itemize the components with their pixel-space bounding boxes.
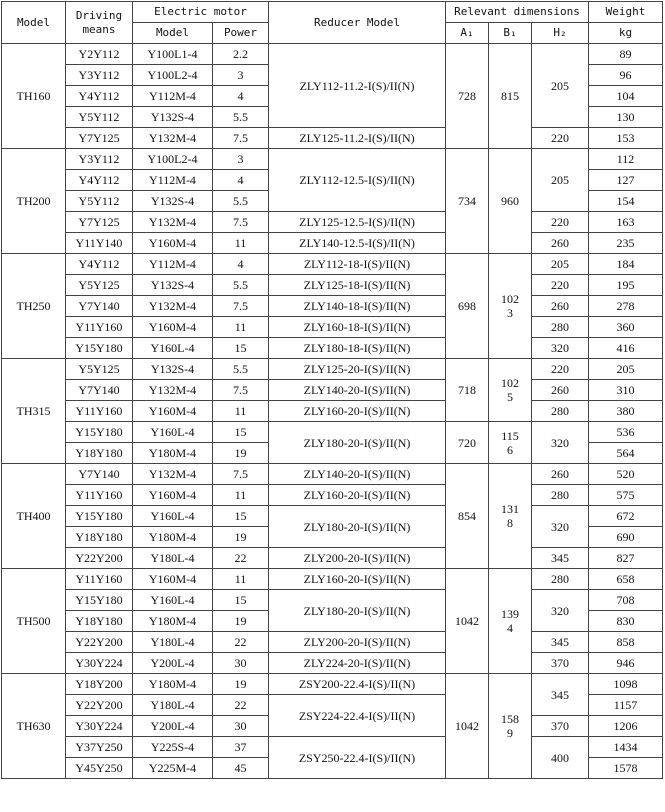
motor-model-cell: Y132S-4	[133, 107, 213, 128]
weight-cell: 235	[589, 233, 663, 254]
driving-means-cell: Y5Y112	[66, 191, 133, 212]
reducer-cell: ZLY140-18-I(S)/II(N)	[269, 296, 446, 317]
power-cell: 4	[213, 254, 269, 275]
h2-cell: 280	[532, 401, 589, 422]
b1-part: 102	[501, 292, 519, 306]
motor-model-cell: Y200L-4	[133, 716, 213, 737]
weight-cell: 1098	[589, 674, 663, 695]
weight-cell: 154	[589, 191, 663, 212]
h2-cell: 280	[532, 317, 589, 338]
h2-cell: 320	[532, 590, 589, 632]
power-cell: 30	[213, 653, 269, 674]
driving-means-cell: Y11Y140	[66, 233, 133, 254]
table-row	[2, 632, 663, 653]
weight-cell: 1206	[589, 716, 663, 737]
power-cell: 30	[213, 716, 269, 737]
driving-means-cell: Y11Y160	[66, 401, 133, 422]
motor-model-cell: Y100L2-4	[133, 149, 213, 170]
power-cell: 3	[213, 65, 269, 86]
weight-cell: 104	[589, 86, 663, 107]
model-cell: TH200	[2, 149, 66, 254]
h2-cell: 260	[532, 296, 589, 317]
b1-cell	[489, 569, 532, 674]
driving-means-cell: Y7Y125	[66, 128, 133, 149]
power-cell: 11	[213, 401, 269, 422]
motor-model-cell: Y132M-4	[133, 128, 213, 149]
header-weight-unit: kg	[589, 23, 663, 44]
driving-means-cell: Y18Y180	[66, 611, 133, 632]
model-cell: TH400	[2, 464, 66, 569]
motor-model-cell: Y180M-4	[133, 527, 213, 548]
a1-cell: 1042	[446, 674, 489, 779]
h2-cell: 205	[532, 254, 589, 275]
motor-model-cell: Y160L-4	[133, 506, 213, 527]
motor-model-cell: Y132S-4	[133, 275, 213, 296]
model-cell: TH630	[2, 674, 66, 779]
h2-cell: 280	[532, 485, 589, 506]
power-cell: 4	[213, 86, 269, 107]
b1-part: 115	[501, 428, 519, 443]
table-row	[2, 128, 663, 149]
motor-model-cell: Y112M-4	[133, 254, 213, 275]
table-row	[2, 422, 663, 443]
b1-cell	[489, 464, 532, 569]
table-row	[2, 569, 663, 590]
motor-model-cell: Y100L1-4	[133, 44, 213, 65]
power-cell: 4	[213, 170, 269, 191]
a1-cell: 728	[446, 44, 489, 149]
motor-model-cell: Y225M-4	[133, 758, 213, 779]
reducer-cell: ZLY200-20-I(S)/II(N)	[269, 632, 446, 653]
h2-cell: 370	[532, 653, 589, 674]
power-cell: 22	[213, 632, 269, 653]
reducer-cell: ZLY140-20-I(S)/II(N)	[269, 380, 446, 401]
power-cell: 7.5	[213, 380, 269, 401]
motor-model-cell: Y160L-4	[133, 422, 213, 443]
power-cell: 19	[213, 611, 269, 632]
table-row	[2, 506, 663, 527]
weight-cell: 1157	[589, 695, 663, 716]
table-row	[2, 275, 663, 296]
driving-means-cell: Y15Y180	[66, 338, 133, 359]
b1-part: 158	[501, 712, 519, 726]
b1-part: 8	[507, 516, 513, 530]
reducer-cell: ZLY160-20-I(S)/II(N)	[269, 401, 446, 422]
driving-means-cell: Y3Y112	[66, 65, 133, 86]
motor-model-cell: Y112M-4	[133, 170, 213, 191]
driving-means-cell: Y18Y200	[66, 674, 133, 695]
motor-model-cell: Y132S-4	[133, 191, 213, 212]
power-cell: 5.5	[213, 107, 269, 128]
driving-means-cell: Y11Y160	[66, 569, 133, 590]
h2-cell: 220	[532, 128, 589, 149]
weight-cell: 658	[589, 569, 663, 590]
b1-part: 131	[501, 502, 519, 516]
weight-cell: 127	[589, 170, 663, 191]
b1-part: 139	[501, 607, 519, 621]
driving-means-cell: Y5Y125	[66, 359, 133, 380]
weight-cell: 830	[589, 611, 663, 632]
driving-means-cell: Y30Y224	[66, 653, 133, 674]
driving-means-cell: Y3Y112	[66, 149, 133, 170]
b1-cell	[489, 674, 532, 779]
driving-means-cell: Y4Y112	[66, 170, 133, 191]
b1-cell	[489, 359, 532, 422]
motor-model-cell: Y180L-4	[133, 695, 213, 716]
b1-part: 6	[507, 442, 513, 457]
driving-means-cell: Y18Y180	[66, 527, 133, 548]
driving-means-cell: Y22Y200	[66, 632, 133, 653]
driving-means-cell: Y5Y112	[66, 107, 133, 128]
b1-part: 4	[507, 621, 513, 635]
h2-cell: 370	[532, 716, 589, 737]
weight-cell: 690	[589, 527, 663, 548]
weight-cell: 520	[589, 464, 663, 485]
weight-cell: 184	[589, 254, 663, 275]
b1-part: 5	[507, 390, 513, 404]
reducer-cell: ZLY125-12.5-I(S)/II(N)	[269, 212, 446, 233]
weight-cell: 827	[589, 548, 663, 569]
driving-means-cell: Y11Y160	[66, 317, 133, 338]
header-a1: A₁	[446, 23, 489, 44]
reducer-cell: ZLY112-12.5-I(S)/II(N)	[269, 149, 446, 212]
weight-cell: 416	[589, 338, 663, 359]
weight-cell: 1434	[589, 737, 663, 758]
weight-cell: 205	[589, 359, 663, 380]
weight-cell: 536	[589, 422, 663, 443]
h2-cell: 345	[532, 632, 589, 653]
power-cell: 7.5	[213, 296, 269, 317]
b1-part: 102	[501, 376, 519, 390]
power-cell: 11	[213, 317, 269, 338]
driving-means-cell: Y7Y140	[66, 296, 133, 317]
motor-model-cell: Y225S-4	[133, 737, 213, 758]
power-cell: 3	[213, 149, 269, 170]
power-cell: 19	[213, 443, 269, 464]
driving-means-cell: Y7Y140	[66, 464, 133, 485]
a1-cell: 854	[446, 464, 489, 569]
h2-cell: 260	[532, 233, 589, 254]
power-cell: 11	[213, 485, 269, 506]
motor-model-cell: Y132M-4	[133, 464, 213, 485]
reducer-cell: ZLY180-20-I(S)/II(N)	[269, 422, 446, 464]
spec-table-body	[2, 44, 663, 779]
power-cell: 45	[213, 758, 269, 779]
reducer-cell: ZLY125-18-I(S)/II(N)	[269, 275, 446, 296]
power-cell: 19	[213, 674, 269, 695]
motor-model-cell: Y160L-4	[133, 338, 213, 359]
motor-model-cell: Y160M-4	[133, 569, 213, 590]
table-row	[2, 548, 663, 569]
a1-cell: 734	[446, 149, 489, 254]
driving-means-cell: Y4Y112	[66, 254, 133, 275]
h2-cell: 260	[532, 380, 589, 401]
table-row	[2, 149, 663, 170]
h2-cell: 345	[532, 548, 589, 569]
driving-means-cell: Y15Y180	[66, 590, 133, 611]
header-model: Model	[2, 2, 66, 44]
driving-means-cell: Y37Y250	[66, 737, 133, 758]
model-cell: TH315	[2, 359, 66, 464]
motor-model-cell: Y180L-4	[133, 548, 213, 569]
motor-model-cell: Y132M-4	[133, 380, 213, 401]
table-row	[2, 737, 663, 758]
weight-cell: 89	[589, 44, 663, 65]
table-row	[2, 233, 663, 254]
spec-table-wrapper	[1, 1, 664, 810]
b1-cell: 960	[489, 149, 532, 254]
power-cell: 15	[213, 422, 269, 443]
weight-cell: 858	[589, 632, 663, 653]
motor-model-cell: Y132M-4	[133, 212, 213, 233]
weight-cell: 380	[589, 401, 663, 422]
motor-model-cell: Y132M-4	[133, 296, 213, 317]
table-row	[2, 212, 663, 233]
model-cell: TH160	[2, 44, 66, 149]
driving-means-cell: Y22Y200	[66, 548, 133, 569]
power-cell: 22	[213, 695, 269, 716]
header-motor-model: Model	[133, 23, 213, 44]
power-cell: 15	[213, 590, 269, 611]
weight-cell: 278	[589, 296, 663, 317]
weight-cell: 153	[589, 128, 663, 149]
header-driving-means: Driving means	[66, 2, 133, 44]
h2-cell: 320	[532, 422, 589, 464]
driving-means-cell: Y2Y112	[66, 44, 133, 65]
driving-means-cell: Y15Y180	[66, 506, 133, 527]
b1-cell	[489, 254, 532, 359]
header-relevant-dimensions: Relevant dimensions	[446, 2, 589, 23]
power-cell: 19	[213, 527, 269, 548]
driving-means-cell: Y18Y180	[66, 443, 133, 464]
reducer-cell: ZSY250-22.4-I(S)/II(N)	[269, 737, 446, 779]
reducer-cell: ZLY160-20-I(S)/II(N)	[269, 569, 446, 590]
power-cell: 22	[213, 548, 269, 569]
weight-cell: 112	[589, 149, 663, 170]
h2-cell: 205	[532, 44, 589, 128]
h2-cell: 280	[532, 569, 589, 590]
header-b1: B₁	[489, 23, 532, 44]
motor-model-cell: Y160M-4	[133, 233, 213, 254]
weight-cell: 1578	[589, 758, 663, 779]
reducer-cell: ZLY125-20-I(S)/II(N)	[269, 359, 446, 380]
driving-means-cell: Y15Y180	[66, 422, 133, 443]
reducer-cell: ZLY180-20-I(S)/II(N)	[269, 590, 446, 632]
reducer-cell: ZLY180-18-I(S)/II(N)	[269, 338, 446, 359]
power-cell: 7.5	[213, 128, 269, 149]
reducer-cell: ZLY140-12.5-I(S)/II(N)	[269, 233, 446, 254]
reducer-cell: ZLY140-20-I(S)/II(N)	[269, 464, 446, 485]
table-row	[2, 464, 663, 485]
header-electric-motor: Electric motor	[133, 2, 269, 23]
power-cell: 11	[213, 569, 269, 590]
h2-cell: 345	[532, 674, 589, 716]
header-weight: Weight	[589, 2, 663, 23]
h2-cell: 260	[532, 464, 589, 485]
power-cell: 15	[213, 506, 269, 527]
weight-cell: 130	[589, 107, 663, 128]
weight-cell: 310	[589, 380, 663, 401]
reducer-cell: ZSY200-22.4-I(S)/II(N)	[269, 674, 446, 695]
table-row	[2, 44, 663, 65]
b1-cell	[489, 422, 532, 464]
power-cell: 15	[213, 338, 269, 359]
weight-cell: 575	[589, 485, 663, 506]
table-row	[2, 674, 663, 695]
power-cell: 5.5	[213, 191, 269, 212]
table-row	[2, 338, 663, 359]
table-row	[2, 317, 663, 338]
weight-cell: 708	[589, 590, 663, 611]
h2-cell: 320	[532, 338, 589, 359]
a1-cell: 1042	[446, 569, 489, 674]
motor-model-cell: Y100L2-4	[133, 65, 213, 86]
power-cell: 11	[213, 233, 269, 254]
power-cell: 7.5	[213, 212, 269, 233]
motor-model-cell: Y200L-4	[133, 653, 213, 674]
motor-model-cell: Y132S-4	[133, 359, 213, 380]
h2-cell: 205	[532, 149, 589, 212]
weight-cell: 360	[589, 317, 663, 338]
table-row	[2, 380, 663, 401]
power-cell: 5.5	[213, 359, 269, 380]
weight-cell: 163	[589, 212, 663, 233]
a1-cell: 720	[446, 422, 489, 464]
reducer-cell: ZLY180-20-I(S)/II(N)	[269, 506, 446, 548]
b1-part: 9	[507, 726, 513, 740]
motor-model-cell: Y180L-4	[133, 632, 213, 653]
reducer-cell: ZLY160-18-I(S)/II(N)	[269, 317, 446, 338]
table-row	[2, 653, 663, 674]
h2-cell: 220	[532, 275, 589, 296]
a1-cell: 718	[446, 359, 489, 422]
power-cell: 37	[213, 737, 269, 758]
table-row	[2, 590, 663, 611]
b1-cell: 815	[489, 44, 532, 149]
motor-model-cell: Y160L-4	[133, 590, 213, 611]
header-motor-power: Power	[213, 23, 269, 44]
weight-cell: 946	[589, 653, 663, 674]
driving-means-cell: Y30Y224	[66, 716, 133, 737]
reducer-cell: ZLY200-20-I(S)/II(N)	[269, 548, 446, 569]
weight-cell: 195	[589, 275, 663, 296]
table-row	[2, 485, 663, 506]
motor-model-cell: Y112M-4	[133, 86, 213, 107]
driving-means-cell: Y7Y125	[66, 212, 133, 233]
power-cell: 5.5	[213, 275, 269, 296]
header-reducer-model: Reducer Model	[269, 2, 446, 44]
driving-means-cell: Y4Y112	[66, 86, 133, 107]
power-cell: 2.2	[213, 44, 269, 65]
h2-cell: 400	[532, 737, 589, 779]
motor-model-cell: Y180M-4	[133, 611, 213, 632]
power-cell: 7.5	[213, 464, 269, 485]
h2-cell: 220	[532, 359, 589, 380]
motor-model-cell: Y160M-4	[133, 401, 213, 422]
driving-means-cell: Y7Y140	[66, 380, 133, 401]
weight-cell: 672	[589, 506, 663, 527]
reducer-cell: ZLY160-20-I(S)/II(N)	[269, 485, 446, 506]
table-row	[2, 254, 663, 275]
model-cell: TH500	[2, 569, 66, 674]
model-cell: TH250	[2, 254, 66, 359]
h2-cell: 220	[532, 212, 589, 233]
table-row	[2, 359, 663, 380]
a1-cell: 698	[446, 254, 489, 359]
table-row	[2, 401, 663, 422]
table-row	[2, 296, 663, 317]
driving-means-cell: Y45Y250	[66, 758, 133, 779]
motor-model-cell: Y180M-4	[133, 443, 213, 464]
weight-cell: 564	[589, 443, 663, 464]
reducer-cell: ZLY224-20-I(S)/II(N)	[269, 653, 446, 674]
motor-model-cell: Y180M-4	[133, 674, 213, 695]
reducer-cell: ZLY125-11.2-I(S)/II(N)	[269, 128, 446, 149]
spec-table	[1, 1, 663, 779]
b1-part: 3	[507, 306, 513, 320]
h2-cell: 320	[532, 506, 589, 548]
driving-means-cell: Y11Y160	[66, 485, 133, 506]
header-h2: H₂	[532, 23, 589, 44]
driving-means-cell: Y22Y200	[66, 695, 133, 716]
reducer-cell: ZSY224-22.4-I(S)/II(N)	[269, 695, 446, 737]
reducer-cell: ZLY112-11.2-I(S)/II(N)	[269, 44, 446, 128]
weight-cell: 96	[589, 65, 663, 86]
motor-model-cell: Y160M-4	[133, 317, 213, 338]
motor-model-cell: Y160M-4	[133, 485, 213, 506]
driving-means-cell: Y5Y125	[66, 275, 133, 296]
reducer-cell: ZLY112-18-I(S)/II(N)	[269, 254, 446, 275]
